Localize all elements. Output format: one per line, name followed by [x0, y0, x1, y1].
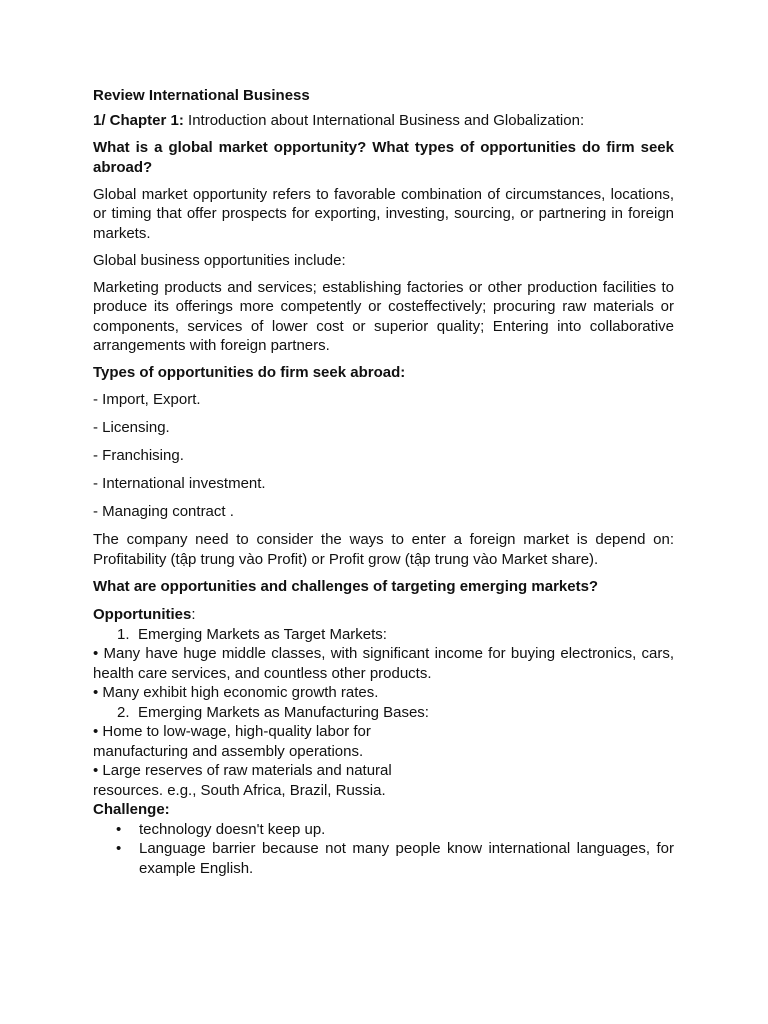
challenge-text: Language barrier because not many people know international languages, for example English.: [139, 840, 674, 877]
numbered-item: [93, 625, 674, 645]
opportunity-bullet: • Large reserves of raw materials and natural: [93, 762, 392, 779]
item-text: Emerging Markets as Manufacturing Bases:: [138, 703, 429, 721]
opportunities-colon: :: [191, 606, 196, 623]
opportunity-bullet-continued: resources. e.g., South Africa, Brazil, Russia.: [93, 781, 386, 799]
document-page: [93, 86, 674, 878]
paragraph-opportunities-list: Marketing products and services; establishing factories or other production facilities to produce its offerings more competently or costeffectively; procuring raw materials or components, services of lower cost or superior quality; Entering into collaborative arrangements with foreign partners.: [93, 278, 674, 354]
item-number: 1.: [117, 625, 130, 643]
opportunity-bullet: • Many have huge middle classes, with significant income for buying electronics, cars, health care services, and countless other products.: [93, 645, 674, 682]
paragraph-definition: Global market opportunity refers to favorable combination of circumstances, locations, or timing that offer prospects for exporting, investing, sourcing, or partnering in foreign markets.: [93, 185, 674, 242]
paragraph-entry-strategy: The company need to consider the ways to enter a foreign market is depend on: Profitability (tập trung vào Profit) or Profit grow (tập trung vào Market share).: [93, 531, 674, 568]
type-item: - International investment.: [93, 475, 266, 492]
item-number: 2.: [117, 703, 130, 721]
opportunity-bullet: • Many exhibit high economic growth rates.: [93, 684, 379, 701]
opportunities-label: Opportunities: [93, 606, 192, 623]
challenge-item: [93, 839, 674, 878]
chapter-heading: [93, 111, 674, 131]
challenge-heading: Challenge:: [93, 801, 170, 818]
challenge-text: technology doesn't keep up.: [139, 820, 326, 838]
paragraph-opportunities-intro: Global business opportunities include:: [93, 251, 346, 269]
challenge-item: [93, 820, 674, 840]
types-heading: Types of opportunities do firm seek abroad:: [93, 364, 406, 381]
question-global-market: What is a global market opportunity? What types of opportunities do firm seek abroad?: [93, 139, 674, 176]
opportunities-heading: [93, 605, 674, 625]
bullet-marker: •: [116, 840, 122, 857]
type-item: - Managing contract .: [93, 503, 234, 520]
chapter-text: Introduction about International Business and Globalization:: [183, 112, 585, 129]
opportunity-bullet-continued: manufacturing and assembly operations.: [93, 742, 364, 760]
chapter-label: 1/ Chapter 1:: [93, 112, 184, 129]
type-item: - Licensing.: [93, 419, 170, 436]
opportunity-bullet: • Home to low-wage, high-quality labor for: [93, 723, 371, 740]
document-title: Review International Business: [93, 87, 310, 104]
item-text: Emerging Markets as Target Markets:: [138, 625, 387, 643]
numbered-item: [93, 703, 674, 723]
type-item: - Import, Export.: [93, 391, 201, 408]
question-emerging-markets: What are opportunities and challenges of targeting emerging markets?: [93, 577, 599, 595]
bullet-marker: •: [116, 820, 122, 838]
type-item: - Franchising.: [93, 447, 184, 464]
